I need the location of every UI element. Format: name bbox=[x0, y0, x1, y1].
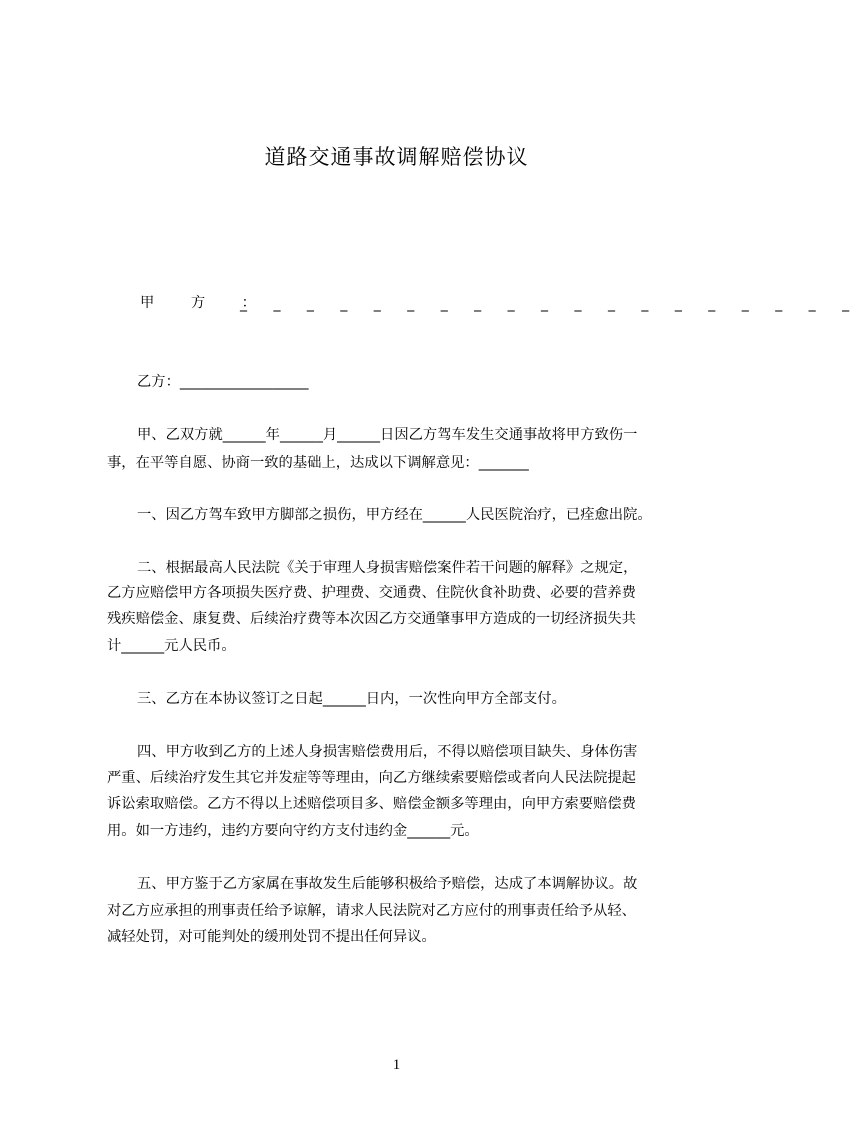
clause-1-line-1: 一、因乙方驾车致甲方脚部之损伤，甲方经在______人民医院治疗，已痊愈出院。 bbox=[137, 507, 652, 523]
clause-5-line-3: 减轻处罚，对可能判处的缓刑处罚不提出任何异议。 bbox=[107, 929, 436, 945]
intro-line-1: 甲、乙双方就______年______月______日因乙方驾车发生交通事故将甲方致伤一 bbox=[137, 427, 638, 443]
page-number: 1 bbox=[392, 1057, 401, 1073]
clause-2-line-1: 二、根据最高人民法院《关于审理人身损害赔偿案件若干问题的解释》之规定， bbox=[137, 560, 638, 576]
clause-4-line-1: 四、甲方收到乙方的上述人身损害赔偿费用后，不得以赔偿项目缺失、身体伤害 bbox=[137, 744, 638, 760]
party-a-line bbox=[140, 293, 860, 313]
clause-5-line-1: 五、甲方鉴于乙方家属在事故发生后能够积极给予赔偿，达成了本调解协议。故 bbox=[137, 876, 638, 892]
clause-2-line-4: 计______元人民币。 bbox=[107, 638, 236, 654]
clause-4-line-4: 用。如一方违约，违约方要向守约方支付违约金______元。 bbox=[107, 823, 479, 839]
party-b-line: 乙方：__________________ bbox=[137, 374, 309, 390]
clause-2-line-3: 残疾赔偿金、康复费、后续治疗费等本次因乙方交通肇事甲方造成的一切经济损失共 bbox=[107, 611, 636, 627]
clause-3-line-1: 三、乙方在本协议签订之日起______日内，一次性向甲方全部支付。 bbox=[137, 691, 566, 707]
party-a-blank: _ _ _ _ _ _ _ _ _ _ _ _ _ _ _ _ _ _ _ bbox=[240, 296, 860, 312]
clause-4-line-3: 诉讼索取赔偿。乙方不得以上述赔偿项目多、赔偿金额多等理由，向甲方索要赔偿费 bbox=[107, 796, 636, 812]
clause-5-line-2: 对乙方应承担的刑事责任给予谅解，请求人民法院对乙方应付的刑事责任给予从轻、 bbox=[107, 903, 636, 919]
clause-2-line-2: 乙方应赔偿甲方各项损失医疗费、护理费、交通费、住院伙食补助费、必要的营养费 bbox=[107, 585, 636, 601]
document-title: 道路交通事故调解赔偿协议 bbox=[264, 145, 529, 169]
clause-4-line-2: 严重、后续治疗发生其它并发症等等理由，向乙方继续索要赔偿或者向人民法院提起 bbox=[107, 770, 636, 786]
party-a-label: 甲 方 ： bbox=[140, 295, 272, 311]
intro-line-2: 事，在平等自愿、协商一致的基础上，达成以下调解意见：_______ bbox=[107, 455, 529, 471]
